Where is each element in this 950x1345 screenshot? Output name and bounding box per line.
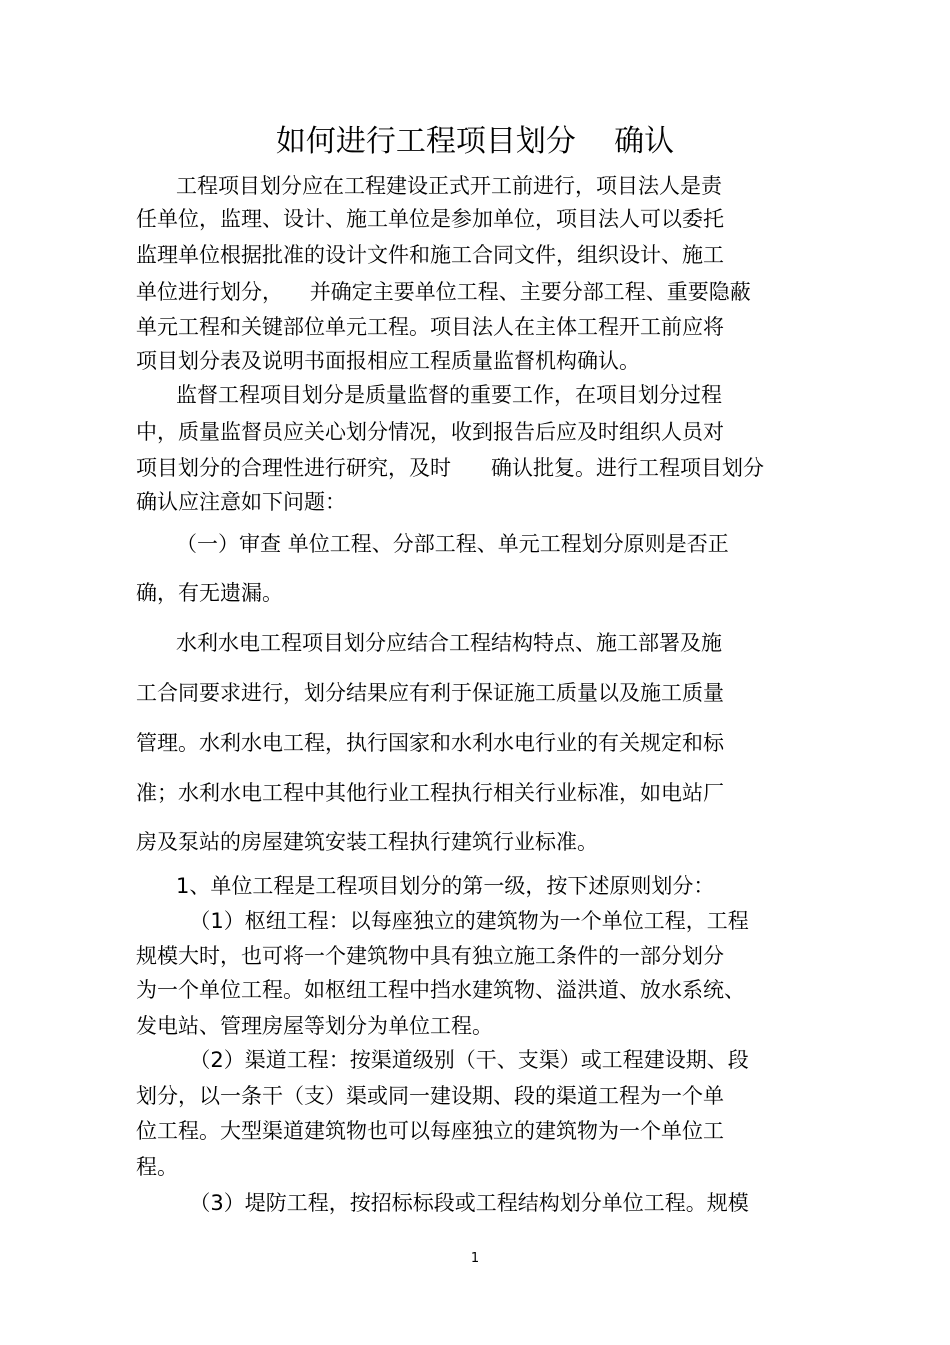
- paragraph-line: 为一个单位工程。如枢纽工程中挡水建筑物、溢洪道、放水系统、: [136, 978, 745, 1002]
- paragraph-line: （2）渠道工程：按渠道级别（干、支渠）或工程建设期、段: [136, 1048, 749, 1072]
- paragraph-line: 位工程。大型渠道建筑物也可以每座独立的建筑物为一个单位工: [136, 1119, 724, 1143]
- paragraph-line: 发电站、管理房屋等划分为单位工程。: [136, 1014, 493, 1038]
- paragraph-line: 项目划分的合理性进行研究，及时 确认批复。进行工程项目划分: [136, 456, 765, 480]
- paragraph-line: （3）堤防工程，按招标标段或工程结构划分单位工程。规模: [136, 1191, 749, 1215]
- paragraph-line: 确认应注意如下问题：: [136, 490, 346, 514]
- paragraph-line: 管理。水利水电工程，执行国家和水利水电行业的有关规定和标: [136, 731, 724, 755]
- paragraph-line: 水利水电工程项目划分应结合工程结构特点、施工部署及施: [136, 631, 723, 655]
- paragraph-line: 准；水利水电工程中其他行业工程执行相关行业标准，如电站厂: [136, 781, 724, 805]
- paragraph-line: 确，有无遗漏。: [136, 581, 283, 605]
- paragraph-line: 监督工程项目划分是质量监督的重要工作，在项目划分过程: [136, 383, 723, 407]
- paragraph-line: （一）审查 单位工程、分部工程、单元工程划分原则是否正: [136, 532, 729, 556]
- paragraph-line: 规模大时，也可将一个建筑物中具有独立施工条件的一部分划分: [136, 944, 724, 968]
- paragraph-line: 房及泵站的房屋建筑安装工程执行建筑行业标准。: [136, 830, 598, 854]
- paragraph-line: 监理单位根据批准的设计文件和施工合同文件，组织设计、施工: [136, 243, 724, 267]
- paragraph-line: （1）枢纽工程：以每座独立的建筑物为一个单位工程，工程: [136, 909, 749, 933]
- paragraph-line: 工程项目划分应在工程建设正式开工前进行，项目法人是责: [136, 174, 723, 198]
- paragraph-line: 1、单位工程是工程项目划分的第一级，按下述原则划分：: [136, 874, 715, 898]
- paragraph-line: 任单位，监理、设计、施工单位是参加单位，项目法人可以委托: [136, 207, 724, 231]
- paragraph-line: 程。: [136, 1155, 178, 1179]
- paragraph-line: 单位进行划分， 并确定主要单位工程、主要分部工程、重要隐蔽: [136, 280, 751, 304]
- page-number: 1: [470, 1251, 480, 1266]
- paragraph-line: 划分，以一条干（支）渠或同一建设期、段的渠道工程为一个单: [136, 1084, 724, 1108]
- paragraph-line: 单元工程和关键部位单元工程。项目法人在主体工程开工前应将: [136, 315, 724, 339]
- paragraph-line: 工合同要求进行，划分结果应有利于保证施工质量以及施工质量: [136, 681, 724, 705]
- paragraph-line: 中，质量监督员应关心划分情况，收到报告后应及时组织人员对: [136, 420, 724, 444]
- paragraph-line: 项目划分表及说明书面报相应工程质量监督机构确认。: [136, 349, 640, 373]
- page-title: 如何进行工程项目划分 确认: [275, 124, 675, 159]
